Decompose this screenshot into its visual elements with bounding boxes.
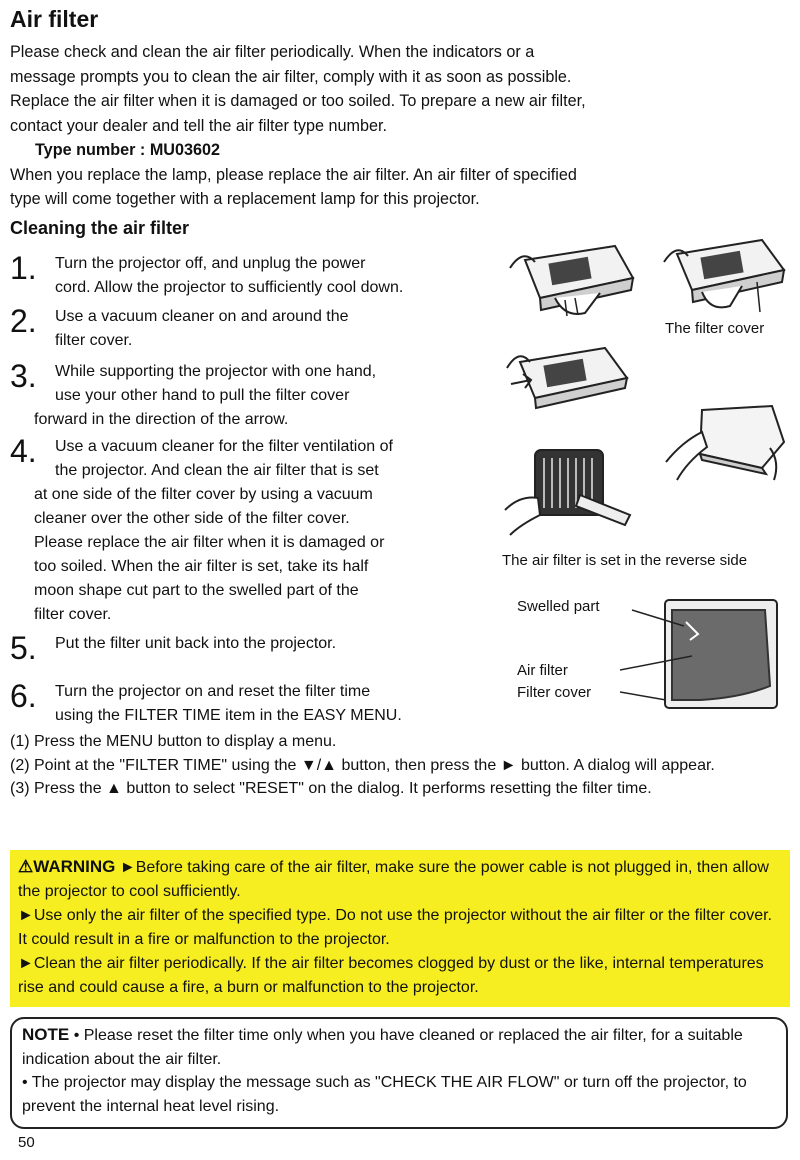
intro-line: When you replace the lamp, please replace the air filter. An air filter of specified (10, 165, 577, 184)
step-text: Please replace the air filter when it is damaged or (34, 534, 385, 551)
warning-box (10, 850, 790, 1007)
step-text: Use a vacuum cleaner for the filter ventilation of (55, 438, 393, 455)
step-2 (10, 305, 480, 353)
step-number: 4. (10, 433, 37, 469)
note-text: • Please reset the filter time only when you have cleaned or replaced the air filter, for a suitable indication about the air filter. (22, 1027, 743, 1068)
intro-line: contact your dealer and tell the air filter type number. (10, 116, 388, 135)
intro-line: type will come together with a replacement lamp for this projector. (10, 190, 480, 208)
note-heading: NOTE (22, 1025, 70, 1044)
air-filter-label: Air filter (517, 662, 568, 679)
step-6 (10, 680, 500, 728)
step-3 (10, 360, 500, 432)
filter-cover-illustration (662, 234, 792, 314)
step-text: forward in the direction of the arrow. (34, 411, 289, 428)
filter-cover-label: The filter cover (665, 320, 765, 337)
step-number: 1. (10, 250, 37, 286)
step-text: cord. Allow the projector to sufficiently cool down. (55, 279, 404, 296)
note-text: • The projector may display the message such as "CHECK THE AIR FLOW" or turn off the projector, to prevent the internal heat level rising. (22, 1074, 747, 1115)
warning-heading: ⚠WARNING (18, 857, 116, 876)
step-4 (10, 435, 500, 627)
projector-unplug-illustration (505, 238, 640, 318)
step-number: 5. (10, 630, 37, 666)
step-text: moon shape cut part to the swelled part of the (34, 582, 359, 599)
page-number: 50 (18, 1134, 35, 1151)
step-text: using the FILTER TIME item in the EASY MENU. (55, 707, 402, 724)
step-text: at one side of the filter cover by using a vacuum (34, 486, 373, 503)
reverse-side-caption: The air filter is set in the reverse side (502, 552, 748, 569)
substep-1: (1) Press the MENU button to display a menu. (10, 733, 337, 750)
substep-2: (2) Point at the "FILTER TIME" using the ▼/▲ button, then press the ► button. A dialog will appear. (10, 756, 715, 774)
step-text: cleaner over the other side of the filter cover. (34, 510, 350, 527)
intro-line: Replace the air filter when it is damaged or too soiled. To prepare a new air filter, (10, 92, 586, 110)
section-heading: Cleaning the air filter (10, 218, 190, 238)
step-text: filter cover. (55, 332, 133, 349)
step-text: the projector. And clean the air filter that is set (55, 462, 379, 479)
step-text: Put the filter unit back into the projector. (55, 635, 337, 652)
step-text: While supporting the projector with one hand, (55, 363, 377, 380)
swelled-part-label: Swelled part (517, 598, 600, 615)
intro-line: message prompts you to clean the air filter, comply with it as soon as possible. (10, 67, 572, 86)
warning-text: ►Before taking care of the air filter, make sure the power cable is not plugged in, then allow the projector to cool sufficiently. (18, 859, 769, 900)
step-number: 2. (10, 303, 37, 339)
projector-hands-illustration (662, 402, 792, 482)
step-text: Turn the projector off, and unplug the power (55, 255, 366, 272)
substep-3: (3) Press the ▲ button to select "RESET" on the dialog. It performs resetting the filter time. (10, 780, 652, 797)
pull-filter-cover-illustration (505, 342, 635, 414)
intro-line: Please check and clean the air filter periodically. When the indicators or a (10, 43, 535, 61)
step-1 (10, 252, 500, 300)
type-number: Type number : MU03602 (35, 141, 221, 159)
step-text: Use a vacuum cleaner on and around the (55, 308, 349, 325)
step-text: use your other hand to pull the filter cover (55, 387, 350, 404)
step-text: filter cover. (34, 606, 112, 623)
warning-paragraph (18, 855, 782, 904)
vacuum-filter-illustration (500, 440, 640, 540)
step-text: Turn the projector on and reset the filter time (55, 683, 371, 700)
air-filter-diagram (620, 596, 780, 712)
step-text: too soiled. When the air filter is set, take its half (34, 558, 369, 575)
step-number: 6. (10, 678, 37, 714)
substeps (10, 730, 790, 801)
page-title: Air filter (10, 6, 99, 32)
intro-text (10, 40, 790, 212)
step-5 (10, 630, 500, 666)
note-box (10, 1017, 788, 1129)
filter-cover-part-label: Filter cover (517, 684, 592, 701)
warning-text: ►Clean the air filter periodically. If the air filter becomes clogged by dust or the like, internal temperatures rise and could cause a fire, a burn or malfunction to the projector. (18, 955, 764, 996)
warning-text: ►Use only the air filter of the specified type. Do not use the projector without the air filter or the filter cover. It could result in a fire or malfunction to the projector. (18, 907, 772, 948)
step-number: 3. (10, 358, 37, 394)
note-paragraph (22, 1023, 776, 1071)
